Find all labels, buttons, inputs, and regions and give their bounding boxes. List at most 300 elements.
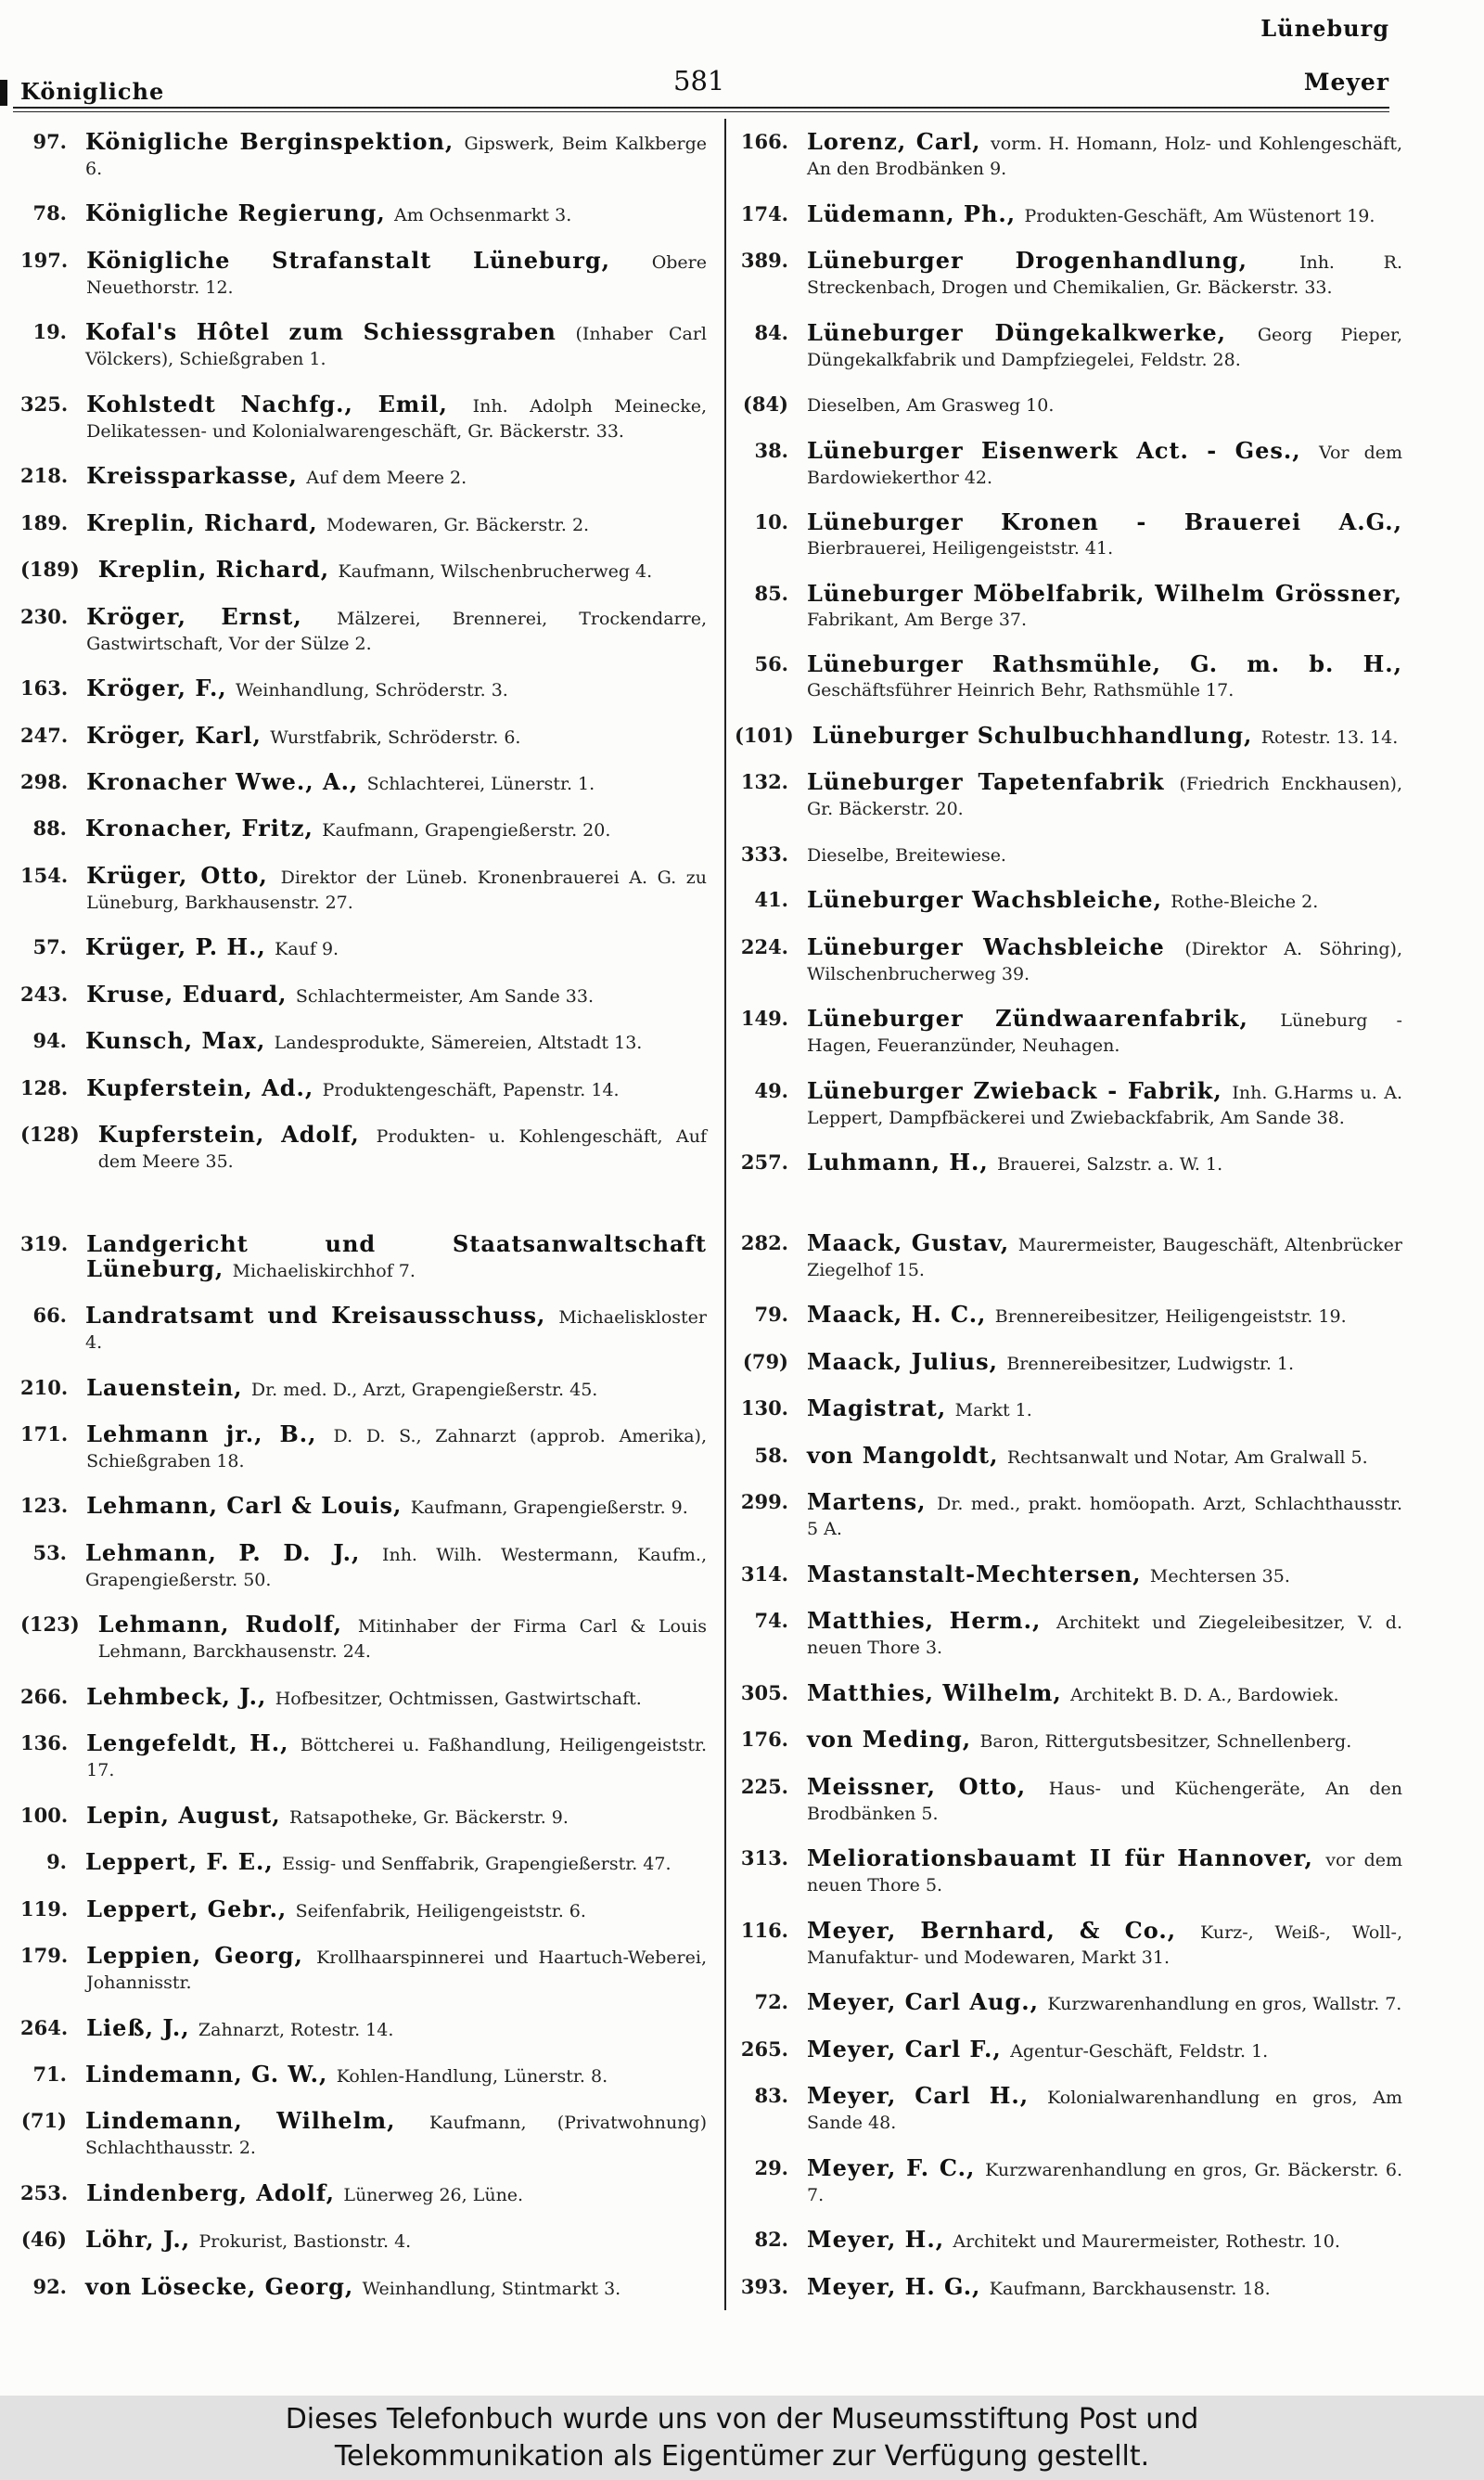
directory-entry	[735, 1076, 1402, 1130]
entry-text	[807, 1490, 1402, 1541]
entry-number: (101)	[735, 723, 794, 747]
entry-name: Lüneburger Rathsmühle, G. m. b. H.,	[807, 650, 1402, 677]
directory-entry	[735, 1347, 1402, 1376]
entry-text	[86, 2013, 707, 2042]
entry-name: Löhr, J.,	[85, 2226, 199, 2254]
entry-description: Dr. med. D., Arzt, Grapengießerstr. 45.	[250, 1379, 598, 1400]
entry-number: 282.	[740, 1230, 788, 1254]
directory-entry	[20, 1731, 707, 1782]
entry-number: 298.	[20, 769, 69, 793]
entry-name: von Mangoldt,	[807, 1441, 1007, 1469]
entry-number: 171.	[20, 1421, 69, 1446]
directory-entry	[20, 1123, 707, 1174]
entry-text	[86, 676, 707, 702]
entry-number: (128)	[20, 1123, 80, 1147]
entry-number: 97.	[32, 130, 67, 153]
header-left-keyword: Königliche	[20, 78, 165, 105]
entry-description: Ratsapotheke, Gr. Bäckerstr. 9.	[288, 1806, 569, 1828]
directory-entry	[20, 392, 707, 443]
entry-description: Kaufmann, Wilschenbrucherweg 4.	[338, 561, 653, 583]
directory-entry	[735, 1772, 1402, 1826]
entry-description: Am Ochsenmarkt 3.	[394, 205, 572, 226]
entry-name: Kupferstein, Ad.,	[86, 1073, 323, 1101]
directory-entry	[735, 932, 1403, 986]
right-column	[735, 130, 1402, 2301]
entry-text	[807, 1076, 1402, 1130]
entry-text	[807, 436, 1403, 490]
entry-text	[807, 2228, 1402, 2254]
entry-number: 49.	[754, 1078, 788, 1102]
footer-line-1: Dieses Telefonbuch wurde uns von der Museumsstiftung Post und	[285, 2403, 1199, 2435]
entry-number: 247.	[20, 723, 69, 747]
entry-number: 305.	[740, 1680, 788, 1704]
entry-number: (189)	[20, 558, 80, 582]
directory-entry	[20, 2062, 707, 2088]
entry-number: 9.	[46, 1850, 67, 1874]
header-city: Lüneburg	[1260, 15, 1389, 42]
entry-text	[86, 767, 707, 796]
entry-description: Prokurist, Bastionstr. 4.	[198, 2231, 412, 2253]
entry-name: Lüneburger Eisenwerk Act. - Ges.,	[807, 436, 1320, 464]
entry-name: Meyer, Carl F.,	[807, 2035, 1011, 2062]
entry-description: Produktengeschäft, Papenstr. 14.	[322, 1079, 620, 1100]
entry-description: Kurz-, Weiß-, Woll-, Manufaktur- und Modewaren, Markt 31.	[807, 1921, 1402, 1968]
entry-number: 264.	[20, 2015, 69, 2039]
entry-name: Kröger, Ernst,	[86, 602, 338, 630]
entry-number: 299.	[740, 1490, 788, 1513]
entry-description: Agentur-Geschäft, Feldstr. 1.	[1010, 2040, 1269, 2062]
entry-description: Inh. G.Harms u. A. Leppert, Dampfbäckerei und Zwiebackfabrik, Am Sande 38.	[807, 1082, 1402, 1128]
entry-text	[807, 1441, 1402, 1470]
entry-number: 210.	[20, 1375, 69, 1399]
directory-entry	[20, 2013, 707, 2042]
entry-number: 41.	[754, 888, 788, 911]
entry-description: Inh. R. Streckenbach, Drogen und Chemikalien, Gr. Bäckerstr. 33.	[807, 252, 1402, 298]
entry-number: 83.	[754, 2084, 788, 2107]
entry-text	[807, 1396, 1402, 1422]
footer-notice	[0, 2396, 1484, 2480]
entry-number: 243.	[20, 982, 69, 1006]
entry-text	[85, 201, 707, 227]
entry-text	[86, 1897, 707, 1923]
entry-name: Lehmann, Carl & Louis,	[86, 1492, 411, 1520]
entry-description: Schlachterei, Lünerstr. 1.	[366, 773, 595, 794]
entry-description: Architekt und Maurermeister, Rothestr. 10.	[953, 2231, 1340, 2252]
entry-description: Essig- und Senffabrik, Grapengießerstr. 47.	[282, 1854, 672, 1875]
directory-entry	[735, 436, 1403, 490]
entry-description: Kohlen-Handlung, Lünerstr. 8.	[336, 2065, 608, 2087]
entry-number: 56.	[754, 652, 788, 675]
entry-text	[86, 508, 707, 537]
directory-entry	[20, 464, 707, 490]
entry-text	[98, 558, 707, 584]
entry-name: Maack, Julius,	[807, 1347, 1007, 1375]
directory-entry	[20, 1682, 707, 1711]
directory-entry	[20, 721, 707, 750]
entry-description: Kaufmann, Grapengießerstr. 9.	[410, 1497, 688, 1519]
entry-name: Matthies, Herm.,	[807, 1607, 1057, 1634]
entry-text	[807, 932, 1403, 986]
entry-text	[807, 2153, 1402, 2207]
entry-text	[86, 1801, 707, 1830]
directory-entry	[735, 1678, 1402, 1707]
entry-text	[85, 2272, 707, 2301]
entry-text	[807, 1990, 1402, 2016]
entry-description: Zahnarzt, Rotestr. 14.	[198, 2019, 394, 2040]
entry-number: (123)	[20, 1613, 80, 1637]
entry-text	[86, 1494, 707, 1520]
directory-entry	[735, 2228, 1402, 2254]
entry-text	[98, 1613, 707, 1664]
entry-description: Kaufmann, (Privatwohnung) Schlachthausstr. 2.	[85, 2113, 707, 2159]
entry-number: 66.	[32, 1304, 67, 1328]
directory-entry	[20, 508, 707, 537]
entry-name: Meyer, F. C.,	[807, 2153, 986, 2181]
header-rule-thin	[13, 111, 1389, 112]
entry-name: Lehmann, P. D. J.,	[85, 1538, 382, 1566]
entry-text	[86, 1229, 707, 1283]
entry-number: 189.	[20, 510, 69, 534]
directory-entry	[735, 2272, 1402, 2301]
directory-entry	[735, 579, 1402, 632]
entry-number: 94.	[32, 1029, 67, 1053]
directory-entry	[735, 130, 1402, 181]
entry-name: Lüneburger Möbelfabrik, Wilhelm Grössner,	[807, 579, 1402, 607]
directory-entry	[735, 721, 1402, 750]
entry-number: 128.	[20, 1075, 69, 1099]
entry-text	[85, 816, 707, 842]
entry-number: 179.	[20, 1944, 69, 1968]
entry-text	[86, 1944, 707, 1995]
entry-text	[807, 1772, 1402, 1826]
entry-number: 136.	[20, 1731, 69, 1755]
header-right-keyword: Meyer	[1303, 69, 1389, 96]
directory-entry	[735, 1728, 1402, 1754]
entry-number: 218.	[20, 464, 69, 488]
directory-entry	[20, 816, 707, 842]
entry-description: Weinhandlung, Stintmarkt 3.	[362, 2278, 621, 2299]
entry-name: Krüger, P. H.,	[85, 933, 275, 961]
entry-description: Kurzwarenhandlung en gros, Wallstr. 7.	[1047, 1994, 1402, 2014]
directory-entry	[20, 2109, 707, 2160]
entry-name: Lüneburger Drogenhandlung,	[807, 247, 1299, 274]
entry-text	[86, 721, 707, 750]
directory-entry	[20, 1801, 707, 1830]
entry-number: 166.	[740, 130, 788, 153]
entry-name: Lehmann jr., B.,	[86, 1420, 334, 1447]
entry-description: Böttcherei u. Faßhandlung, Heiligengeiststr. 17.	[86, 1735, 707, 1781]
entry-name: Lüneburger Tapetenfabrik	[807, 768, 1180, 795]
entry-text	[807, 199, 1402, 228]
entry-name: Matthies, Wilhelm,	[807, 1678, 1071, 1706]
entry-description: Obere Neuethorstr. 12.	[86, 251, 707, 298]
directory-entry	[20, 1304, 707, 1355]
entry-text	[807, 1228, 1402, 1282]
entry-number: (71)	[20, 2109, 67, 2133]
entry-number: 389.	[740, 249, 788, 272]
entry-description: (Inhaber Carl Völckers), Schießgraben 1.	[85, 324, 707, 370]
entry-description: Hofbesitzer, Ochtmissen, Gastwirtschaft.	[275, 1688, 642, 1709]
entry-description: Maurermeister, Baugeschäft, Altenbrücker Ziegelhof 15.	[807, 1234, 1402, 1280]
directory-entry	[735, 1609, 1402, 1660]
entry-number: 78.	[32, 201, 67, 225]
directory-entry	[735, 1441, 1402, 1470]
entry-text	[86, 1073, 707, 1102]
entry-text	[86, 602, 707, 656]
entry-number: 38.	[754, 438, 788, 462]
entry-text	[812, 721, 1402, 750]
entry-text	[86, 2178, 707, 2207]
entry-text	[807, 510, 1402, 560]
entry-number: 72.	[754, 1990, 788, 2013]
left-column	[20, 130, 707, 2301]
column-divider	[724, 119, 726, 2310]
directory-entry	[735, 2037, 1402, 2063]
entry-name: Lengefeldt, H.,	[86, 1729, 301, 1757]
directory-entry	[20, 935, 707, 961]
entry-text	[807, 1728, 1402, 1754]
entry-description: Auf dem Meere 2.	[306, 468, 467, 489]
entry-name: Lehmbeck, J.,	[86, 1682, 275, 1710]
entry-text	[86, 392, 707, 443]
entry-name: Leppien, Georg,	[86, 1942, 317, 1970]
entry-name: Kunsch, Max,	[85, 1027, 275, 1055]
entry-text	[807, 1303, 1402, 1329]
entry-description: Georg Pieper, Düngekalkfabrik und Dampfziegelei, Feldstr. 28.	[807, 324, 1402, 370]
entry-text	[85, 130, 707, 181]
entry-number: 325.	[20, 392, 69, 416]
directory-entry	[20, 1422, 707, 1473]
entry-text	[807, 2272, 1402, 2301]
entry-name: Lüneburger Düngekalkwerke,	[807, 318, 1258, 346]
entry-description: Haus- und Küchengeräte, An den Brodbänken 5.	[807, 1778, 1402, 1824]
entry-name: Kohlstedt Nachfg., Emil,	[86, 390, 473, 418]
entry-name: Meissner, Otto,	[807, 1772, 1049, 1800]
entry-name: Lüneburger Kronen - Brauerei A.G.,	[807, 508, 1402, 535]
entry-text	[807, 1846, 1402, 1897]
entry-name: Ließ, J.,	[86, 2013, 198, 2041]
entry-description: Seifenfabrik, Heiligengeiststr. 6.	[295, 1900, 586, 1921]
entry-description: Rechtsanwalt und Notar, Am Gralwall 5.	[1006, 1446, 1368, 1468]
directory-entry	[735, 652, 1402, 702]
directory-entry	[20, 767, 707, 796]
entry-name: Lüneburger Wachsbleiche,	[807, 886, 1171, 913]
entry-name: Kreplin, Richard,	[97, 556, 339, 584]
entry-number: 174.	[740, 201, 788, 225]
entry-number: 224.	[740, 934, 788, 958]
entry-description: vor dem neuen Thore 5.	[807, 1850, 1403, 1895]
entry-description: Kaufmann, Grapengießerstr. 20.	[322, 820, 611, 842]
entry-text	[85, 2109, 707, 2160]
entry-text	[85, 935, 707, 961]
entry-text	[807, 249, 1402, 300]
entry-number: 253.	[20, 2180, 69, 2204]
entry-description: (Direktor A. Söhring), Wilschenbrucherweg 39.	[807, 938, 1403, 984]
entry-description: Lüneburg - Hagen, Feueranzünder, Neuhagen.	[807, 1010, 1402, 1056]
entry-number: 319.	[20, 1231, 69, 1255]
entry-text	[807, 2037, 1402, 2063]
entry-number: 225.	[740, 1774, 788, 1798]
entry-description: Direktor der Lüneb. Kronenbrauerei A. G. zu Lüneburg, Barkhausenstr. 27.	[86, 867, 707, 913]
directory-entry	[735, 249, 1402, 300]
directory-entry	[735, 392, 1402, 418]
directory-entry	[735, 1396, 1402, 1422]
directory-entry	[20, 2272, 707, 2301]
entry-description: Fabrikant, Am Berge 37.	[807, 609, 1028, 630]
entry-description: Architekt B. D. A., Bardowiek.	[1070, 1684, 1339, 1705]
entry-number: 197.	[20, 248, 69, 272]
entry-number: 71.	[32, 2062, 67, 2086]
entry-number: 130.	[740, 1396, 788, 1420]
entry-text	[807, 392, 1402, 418]
directory-entry	[735, 2084, 1402, 2135]
directory-entry	[20, 1613, 707, 1664]
entry-number: 58.	[754, 1443, 788, 1467]
directory-entry	[735, 1562, 1402, 1588]
entry-name: Kreissparkasse,	[86, 462, 307, 490]
entry-number: 314.	[740, 1561, 788, 1586]
entry-number: 92.	[32, 2274, 67, 2298]
entry-description: Weinhandlung, Schröderstr. 3.	[236, 680, 508, 701]
entry-text	[807, 579, 1402, 632]
entry-name: Meyer, Carl Aug.,	[807, 1988, 1048, 2015]
entry-name: Lorenz, Carl,	[807, 128, 991, 155]
entry-name: Lepin, August,	[86, 1801, 289, 1829]
entry-description: Kurzwarenhandlung en gros, Gr. Bäckerstr. 6. 7.	[807, 2159, 1402, 2205]
entry-description: Dr. med., prakt. homöopath. Arzt, Schlachthausstr. 5 A.	[807, 1494, 1402, 1539]
entry-text	[86, 246, 707, 300]
entry-description: Produkten- u. Kohlengeschäft, Auf dem Meere 35.	[97, 1126, 707, 1173]
entry-text	[807, 1562, 1402, 1588]
directory-entry	[20, 1373, 707, 1402]
entry-text	[807, 1150, 1402, 1176]
entry-number: 79.	[754, 1303, 788, 1326]
entry-number: 88.	[32, 816, 67, 841]
entry-text	[807, 130, 1402, 181]
entry-number: 333.	[740, 842, 788, 866]
entry-name: Lüneburger Zündwaarenfabrik,	[807, 1005, 1281, 1032]
directory-entry	[20, 1073, 707, 1102]
entry-number: (46)	[20, 2228, 67, 2252]
entry-name: Lüdemann, Ph.,	[807, 199, 1025, 227]
directory-entry	[735, 842, 1402, 867]
directory-entry	[20, 320, 707, 371]
entry-text	[807, 1007, 1402, 1058]
entry-name: Magistrat,	[807, 1394, 955, 1421]
header-rule	[13, 107, 1389, 109]
entry-number: 100.	[20, 1803, 69, 1827]
directory-entry	[20, 1944, 707, 1995]
entry-description: Schlachtermeister, Am Sande 33.	[295, 985, 595, 1007]
directory-entry	[20, 1850, 707, 1876]
entry-name: Königliche Strafanstalt Lüneburg,	[86, 246, 652, 274]
directory-entry	[735, 1303, 1402, 1329]
entry-number: 19.	[32, 320, 67, 344]
entry-number: 257.	[740, 1150, 788, 1174]
entry-name: Luhmann, H.,	[807, 1149, 998, 1176]
entry-name: Lehmann, Rudolf,	[97, 1611, 358, 1638]
entry-description: Baron, Rittergutsbesitzer, Schnellenberg.	[979, 1731, 1352, 1752]
entry-name: Lüneburger Zwieback - Fabrik,	[807, 1076, 1233, 1104]
directory-entry	[20, 201, 707, 227]
directory-entry	[20, 1029, 707, 1055]
entry-text	[86, 980, 707, 1009]
entry-name: Königliche Regierung,	[85, 199, 395, 227]
directory-entry	[735, 770, 1402, 821]
entry-text	[85, 2228, 707, 2254]
entry-name: Martens,	[807, 1488, 938, 1515]
entry-description: Lünerweg 26, Lüne.	[343, 2184, 524, 2205]
entry-name: Landratsamt und Kreisausschuss,	[85, 1302, 559, 1330]
entry-number: 149.	[740, 1007, 788, 1030]
directory-entry	[735, 510, 1402, 560]
entry-name: Lüneburger Schulbuchhandlung,	[812, 721, 1261, 749]
directory-entry	[20, 1494, 707, 1520]
entry-description: Mechtersen 35.	[1149, 1565, 1290, 1587]
entry-name: Kröger, Karl,	[86, 721, 271, 749]
directory-entry	[735, 1490, 1402, 1541]
entry-text	[807, 888, 1402, 914]
entry-text	[807, 1347, 1402, 1376]
entry-name: Meyer, Carl H.,	[807, 2082, 1048, 2109]
entry-name: Meyer, H.,	[807, 2226, 953, 2253]
entry-description: Kaufmann, Barckhausenstr. 18.	[989, 2278, 1271, 2299]
entry-description: Michaeliskloster 4.	[85, 1307, 707, 1354]
entry-text	[807, 842, 1402, 867]
entry-number: 85.	[754, 581, 788, 605]
entry-description: Modewaren, Gr. Bäckerstr. 2.	[326, 514, 590, 535]
directory-entry	[20, 1897, 707, 1923]
entry-text	[807, 652, 1402, 702]
entry-number: 176.	[740, 1728, 788, 1751]
entry-description: Brennereibesitzer, Ludwigstr. 1.	[1006, 1353, 1295, 1374]
entry-text	[86, 1731, 707, 1782]
entry-description: Dieselbe, Breitewiese.	[807, 844, 1006, 866]
entry-number: 123.	[20, 1494, 69, 1518]
entry-name: Landgericht und Staatsanwaltschaft Lüneburg,	[86, 1229, 707, 1282]
directory-entry	[20, 602, 707, 656]
directory-entry	[735, 2153, 1402, 2207]
entry-number: 74.	[754, 1609, 788, 1632]
entry-description: Brauerei, Salzstr. a. W. 1.	[997, 1154, 1223, 1175]
entry-number: (84)	[742, 392, 788, 416]
entry-text	[85, 320, 707, 371]
entry-text	[86, 1373, 707, 1402]
directory-entry	[20, 861, 707, 915]
entry-number: 119.	[20, 1896, 69, 1921]
directory-entry	[20, 2178, 707, 2207]
page-edge-mark	[0, 80, 7, 106]
directory-entry	[735, 1916, 1402, 1970]
directory-entry	[20, 676, 707, 702]
entry-name: Kupferstein, Adolf,	[97, 1121, 377, 1149]
entry-name: von Lösecke, Georg,	[85, 2272, 363, 2300]
entry-description: Mälzerei, Brennerei, Trockendarre, Gastwirtschaft, Vor der Sülze 2.	[86, 608, 707, 654]
entry-name: Königliche Berginspektion,	[85, 128, 465, 155]
entry-text	[807, 318, 1402, 372]
directory-entry	[735, 1990, 1402, 2016]
entry-number: 230.	[20, 604, 69, 628]
entry-text	[85, 1538, 707, 1592]
entry-description: Inh. Wilh. Westermann, Kaufm., Grapengießerstr. 50.	[85, 1544, 707, 1590]
entry-description: Architekt und Ziegeleibesitzer, V. d. neuen Thore 3.	[807, 1613, 1402, 1658]
entry-text	[85, 2062, 707, 2088]
entry-name: Kruse, Eduard,	[86, 980, 296, 1008]
entry-text	[85, 1850, 707, 1876]
entry-description: Dieselben, Am Grasweg 10.	[807, 395, 1055, 416]
entry-description: Inh. Adolph Meinecke, Delikatessen- und Kolonialwarengeschäft, Gr. Bäckerstr. 33.	[86, 395, 708, 442]
entry-text	[807, 1916, 1402, 1970]
